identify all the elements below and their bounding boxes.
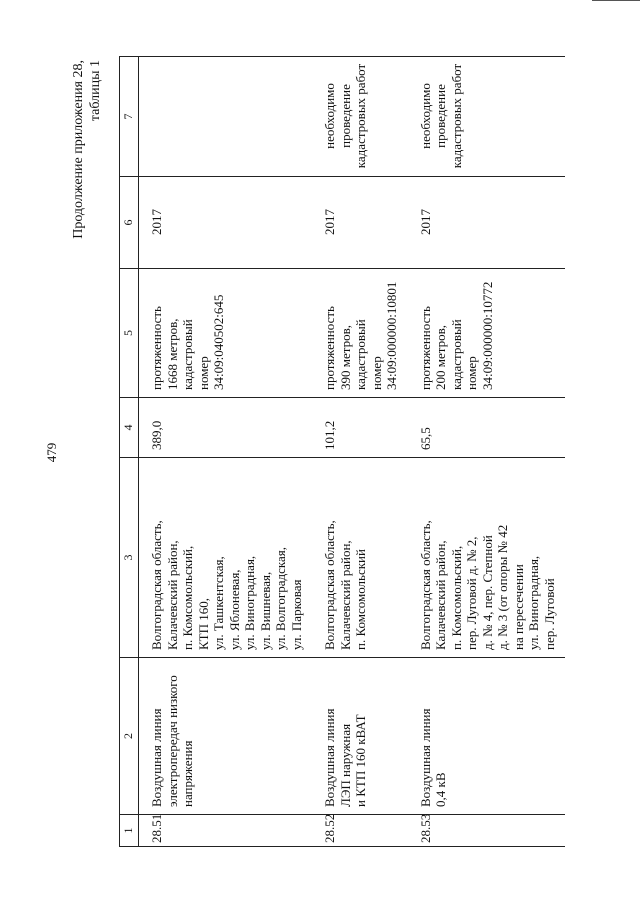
object-address xyxy=(139,458,313,658)
object-address xyxy=(312,458,408,658)
characteristics-line: 1668 метров, xyxy=(164,318,180,390)
object-name-line: Воздушная линия xyxy=(322,708,337,807)
column-number: 4 xyxy=(120,398,139,458)
column-number: 2 xyxy=(120,658,139,815)
address-line: Волгоградская область, xyxy=(322,520,337,650)
object-name-line: напряжения xyxy=(180,740,195,807)
characteristics-line: 34:09:040502:645 xyxy=(211,294,226,390)
object-value: 101,2 xyxy=(312,398,408,458)
object-name-line: 0,4 кВ xyxy=(433,772,448,807)
note-line: проведение xyxy=(337,84,353,148)
object-year: 2017 xyxy=(408,177,566,269)
table-row xyxy=(408,57,566,847)
note-line: необходимо xyxy=(322,83,337,149)
characteristics-line: номер xyxy=(464,356,479,390)
object-year: 2017 xyxy=(139,177,313,269)
object-name-line: ЛЭП наружная xyxy=(337,723,353,807)
address-line: Волгоградская область, xyxy=(149,520,164,650)
continuation-line-2: таблицы 1 xyxy=(88,60,103,122)
note-line: проведение xyxy=(433,84,448,148)
address-line: ул. Вишневая, xyxy=(257,571,273,650)
object-name xyxy=(312,658,408,815)
address-line: ул. Виноградная, xyxy=(526,555,541,650)
column-number: 3 xyxy=(120,458,139,658)
object-name-line: электропередач низкого xyxy=(164,675,180,807)
column-number: 5 xyxy=(120,269,139,398)
characteristics-line: 200 метров, xyxy=(433,325,448,390)
address-line: КТП 160, xyxy=(195,598,211,650)
object-name-line: Воздушная линия xyxy=(149,708,164,807)
item-number: 28.53 xyxy=(408,815,566,847)
address-line: Калачевский район, xyxy=(164,540,180,650)
note-line: необходимо xyxy=(417,83,433,149)
object-note xyxy=(139,57,313,177)
column-number: 7 xyxy=(120,57,139,177)
address-line: д. № 4, пер. Степной xyxy=(479,535,495,650)
address-line: пер. Луговой xyxy=(541,578,557,650)
object-value: 389,0 xyxy=(139,398,313,458)
object-characteristics xyxy=(312,269,408,398)
table-row xyxy=(312,57,408,847)
page-number: 479 xyxy=(44,442,59,463)
object-year: 2017 xyxy=(312,177,408,269)
continuation-line-1: Продолжение приложения 28, xyxy=(71,60,86,239)
characteristics-line: 34:09:000000:10772 xyxy=(479,281,495,390)
characteristics-line: номер xyxy=(368,356,384,390)
column-number-row xyxy=(120,57,139,847)
address-line: ул. Виноградная, xyxy=(242,555,257,650)
object-note xyxy=(408,57,566,177)
column-number: 6 xyxy=(120,177,139,269)
address-line: Волгоградская область, xyxy=(417,520,433,650)
characteristics-line: кадастровый xyxy=(448,319,464,390)
characteristics-line: номер xyxy=(195,356,211,390)
address-line: п. Комсомольский xyxy=(353,549,368,650)
address-line: Калачевский район, xyxy=(433,540,448,650)
object-characteristics xyxy=(139,269,313,398)
characteristics-line: протяженность xyxy=(322,306,337,390)
characteristics-line: 34:09:000000:10801 xyxy=(384,281,399,390)
object-name-line: и КТП 160 кВАТ xyxy=(353,714,368,807)
characteristics-line: кадастровый xyxy=(353,319,368,390)
object-address xyxy=(408,458,566,658)
address-line: ул. Яблоневая, xyxy=(226,569,242,650)
address-line: ул. Парковая xyxy=(288,579,304,650)
address-line: Калачевский район, xyxy=(337,540,353,650)
characteristics-line: протяженность xyxy=(149,306,164,390)
address-line: ул. Волгоградская, xyxy=(273,546,288,650)
address-line: ул. Ташкентская, xyxy=(211,556,226,650)
characteristics-line: протяженность xyxy=(417,306,433,390)
address-line: п. Комсомольский, xyxy=(448,545,464,650)
object-name xyxy=(139,658,313,815)
address-line: пер. Луговой д. № 2, xyxy=(464,536,479,650)
characteristics-line: 390 метров, xyxy=(337,325,353,390)
note-line: кадастровых работ xyxy=(353,63,368,169)
characteristics-line: кадастровый xyxy=(180,319,195,390)
address-line: на пересечении xyxy=(510,564,526,650)
object-characteristics xyxy=(408,269,566,398)
object-name-line: Воздушная линия xyxy=(417,708,433,807)
property-table xyxy=(119,56,565,847)
object-note xyxy=(312,57,408,177)
object-value: 65,5 xyxy=(408,398,566,458)
address-line: п. Комсомольский, xyxy=(180,545,195,650)
address-line: д. № 3 (от опоры № 42 xyxy=(495,524,510,650)
item-number: 28.51 xyxy=(139,815,313,847)
table-row xyxy=(139,57,313,847)
item-number: 28.52 xyxy=(312,815,408,847)
continuation-note xyxy=(70,60,104,239)
note-line: кадастровых работ xyxy=(448,63,464,169)
object-name xyxy=(408,658,566,815)
column-number: 1 xyxy=(120,815,139,847)
